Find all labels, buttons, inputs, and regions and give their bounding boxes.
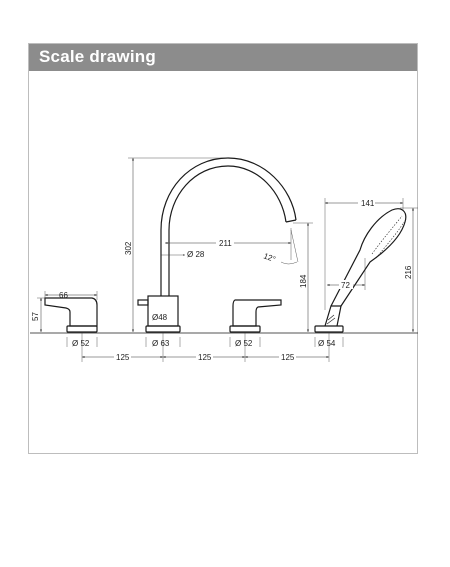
dim-shower-height: 216 xyxy=(404,265,413,279)
dim-outlet-height: 184 xyxy=(299,274,308,288)
dim-spacing-2: 125 xyxy=(198,353,212,362)
dim-spout-height: 302 xyxy=(124,241,133,255)
dim-shower-base: Ø 54 xyxy=(318,339,336,348)
dim-shower-length: 141 xyxy=(361,199,375,208)
dim-spout-base: Ø 63 xyxy=(152,339,170,348)
dim-handle-length: 72 xyxy=(341,281,350,290)
dim-spout-reach: 211 xyxy=(219,239,232,248)
right-lever-valve xyxy=(230,300,281,332)
dim-spout-pillar: Ø48 xyxy=(152,313,168,322)
left-lever-valve xyxy=(45,298,97,332)
dim-spout-tube: Ø 28 xyxy=(187,250,205,259)
dim-spacing-3: 125 xyxy=(281,353,295,362)
dim-right-base: Ø 52 xyxy=(235,339,253,348)
dim-left-base: Ø 52 xyxy=(72,339,90,348)
page-title: Scale drawing xyxy=(39,47,156,66)
dim-spout-angle: 12° xyxy=(262,251,277,265)
dim-lever-width: 66 xyxy=(59,291,68,300)
dim-lever-height: 57 xyxy=(31,312,40,321)
dim-spacing-1: 125 xyxy=(116,353,130,362)
hand-shower xyxy=(315,209,406,332)
